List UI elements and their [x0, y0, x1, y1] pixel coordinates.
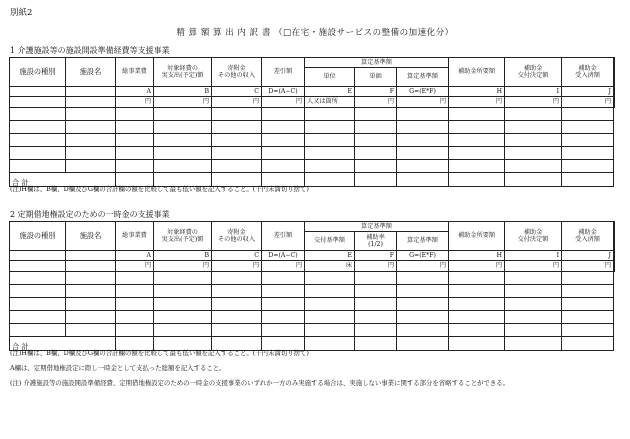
table-row [10, 311, 615, 324]
table-row [10, 160, 615, 173]
section2-note-2: A欄は、定期借地権設定に際し一時金として支払った総額を記入すること。 [10, 364, 226, 372]
section2-letter-row [10, 251, 615, 261]
table-row [10, 134, 615, 147]
header-unit: 単位 [305, 68, 355, 87]
header-required: 補助金所要額 [449, 222, 505, 251]
header-standard: 算定基準額 [305, 58, 449, 68]
header-balance [614, 58, 615, 87]
letter-cell: E [305, 251, 355, 261]
header-decided [505, 58, 562, 87]
unit-cell: 円 [262, 97, 305, 108]
letter-cell: H [449, 87, 505, 97]
header-expense-line1: 対象経費の [167, 64, 198, 72]
header-donation-line2: その他の収入 [217, 72, 256, 79]
header-received-line1: 補助金 [578, 64, 597, 72]
unit-cell: 円 [355, 97, 397, 108]
header-expense-line1: 対象経費の [167, 228, 198, 236]
total-label: 合 計 [10, 337, 116, 351]
section1-table [9, 57, 615, 187]
table-row [10, 147, 615, 160]
unit-cell: 円 [505, 261, 562, 272]
unit-cell: 円 [397, 97, 449, 108]
unit-cell: 円 [505, 97, 562, 108]
total-label: 合 計 [10, 173, 116, 187]
table-row [10, 285, 615, 298]
header-rate-line1: 補助率 [366, 233, 385, 241]
letter-cell: F [355, 251, 397, 261]
header-total-cost: 総事業費 [116, 58, 154, 87]
section2-unit-row [10, 261, 615, 272]
letter-cell: F [355, 87, 397, 97]
letter-cell: G=(E*F) [397, 251, 449, 261]
unit-cell: 円 [154, 261, 212, 272]
unit-cell: 円 [562, 97, 614, 108]
section1-header-row [10, 58, 615, 68]
section2-note-1: (注)H欄は、B欄、D欄及びG欄の合計欄の額を比較して最も低い額を記入すること。(千円未満切り捨て) [10, 349, 309, 357]
unit-cell: 人又は箇所 [305, 97, 355, 108]
unit-cell: 円 [116, 261, 154, 272]
header-donation [212, 222, 262, 251]
header-received-line1: 補助金 [578, 228, 597, 236]
header-facility-name: 施設名 [66, 58, 116, 87]
unit-cell: 円 [397, 261, 449, 272]
section2-heading: 2 定期借地権設定のための一時金の支援事業 [10, 210, 170, 219]
header-facility-type: 施設の種別 [10, 222, 66, 251]
unit-cell: 円 [262, 261, 305, 272]
header-balance [614, 222, 615, 251]
section2-header-row [10, 222, 615, 232]
unit-cell: 円 [449, 97, 505, 108]
header-expense [154, 58, 212, 87]
header-required: 補助金所要額 [449, 58, 505, 87]
unit-cell: 円 [116, 97, 154, 108]
section2-note-3: (注) 介護施設等の施設開設準備経費、定期借地権設定のための一時金の支援事業のいずれか一方のみ実施する場合は、実施しない事業に関する部分を省略することができる。 [10, 379, 510, 387]
header-decided-line2: 交付決定額 [517, 72, 549, 79]
letter-cell: G=(E*F) [397, 87, 449, 97]
header-expense-line2: 実支出(予定)額 [161, 236, 204, 243]
header-decided-line2: 交付決定額 [517, 236, 549, 243]
header-diff: 差引額 [262, 222, 305, 251]
section2-table [9, 221, 615, 351]
unit-cell [614, 97, 615, 108]
unit-cell: 床 [305, 261, 355, 272]
header-decided-line1: 補助金 [523, 228, 543, 236]
header-grant-standard: 交付基準額 [305, 232, 355, 251]
letter-cell: A [116, 87, 154, 97]
header-donation-line2: その他の収入 [217, 236, 256, 243]
header-donation [212, 58, 262, 87]
header-received-line2: 受入済額 [575, 236, 600, 243]
unit-cell [614, 261, 615, 272]
unit-cell: 円 [562, 261, 614, 272]
header-received [562, 58, 614, 87]
header-standard-amount: 算定基準額 [397, 232, 449, 251]
letter-cell: A [116, 251, 154, 261]
unit-cell: 円 [449, 261, 505, 272]
header-diff: 差引額 [262, 58, 305, 87]
form-label: 別紙2 [10, 8, 33, 18]
letter-cell: H [449, 251, 505, 261]
unit-cell: 円 [355, 261, 397, 272]
unit-cell: 円 [212, 97, 262, 108]
header-standard: 算定基準額 [305, 222, 449, 232]
table-row [10, 121, 615, 134]
header-received-line2: 受入済額 [575, 72, 600, 79]
letter-cell: B [154, 87, 212, 97]
section1-letter-row [10, 87, 615, 97]
table-row [10, 272, 615, 285]
letter-cell: I [505, 251, 562, 261]
table-row [10, 108, 615, 121]
letter-cell: I [505, 87, 562, 97]
letter-cell [614, 87, 615, 97]
section1-note: (注)H欄は、B欄、D欄及びG欄の合計欄の額を比較して最も低い額を記入すること。(千円未満切り捨て) [10, 185, 309, 193]
unit-cell: 円 [212, 261, 262, 272]
document-title: 精 算 額 算 出 内 訳 書 （□在宅・施設サービスの整備の加速化分） [176, 28, 454, 38]
header-decided [505, 222, 562, 251]
header-total-cost: 総事業費 [116, 222, 154, 251]
letter-cell: J [562, 251, 614, 261]
unit-cell: 円 [154, 97, 212, 108]
table-row [10, 324, 615, 337]
header-expense-line2: 実支出(予定)額 [161, 72, 204, 79]
section1-heading: 1 介護施設等の施設開設準備経費等支援事業 [10, 46, 170, 55]
table-row [10, 298, 615, 311]
section1-unit-row [10, 97, 615, 108]
letter-cell: C [212, 87, 262, 97]
header-rate-line2: (1/2) [368, 241, 383, 248]
header-unit-price: 単価 [355, 68, 397, 87]
header-rate [355, 232, 397, 251]
letter-cell: E [305, 87, 355, 97]
header-decided-line1: 補助金 [523, 64, 543, 72]
header-standard-amount: 算定基準額 [397, 68, 449, 87]
letter-cell: D=(A−C) [262, 87, 305, 97]
header-donation-line1: 寄附金 [227, 64, 246, 72]
header-expense [154, 222, 212, 251]
letter-cell: J [562, 87, 614, 97]
letter-cell: D=(A−C) [262, 251, 305, 261]
header-facility-name: 施設名 [66, 222, 116, 251]
letter-cell: C [212, 251, 262, 261]
letter-cell: B [154, 251, 212, 261]
header-facility-type: 施設の種別 [10, 58, 66, 87]
letter-cell [614, 251, 615, 261]
header-donation-line1: 寄附金 [227, 228, 246, 236]
header-received [562, 222, 614, 251]
